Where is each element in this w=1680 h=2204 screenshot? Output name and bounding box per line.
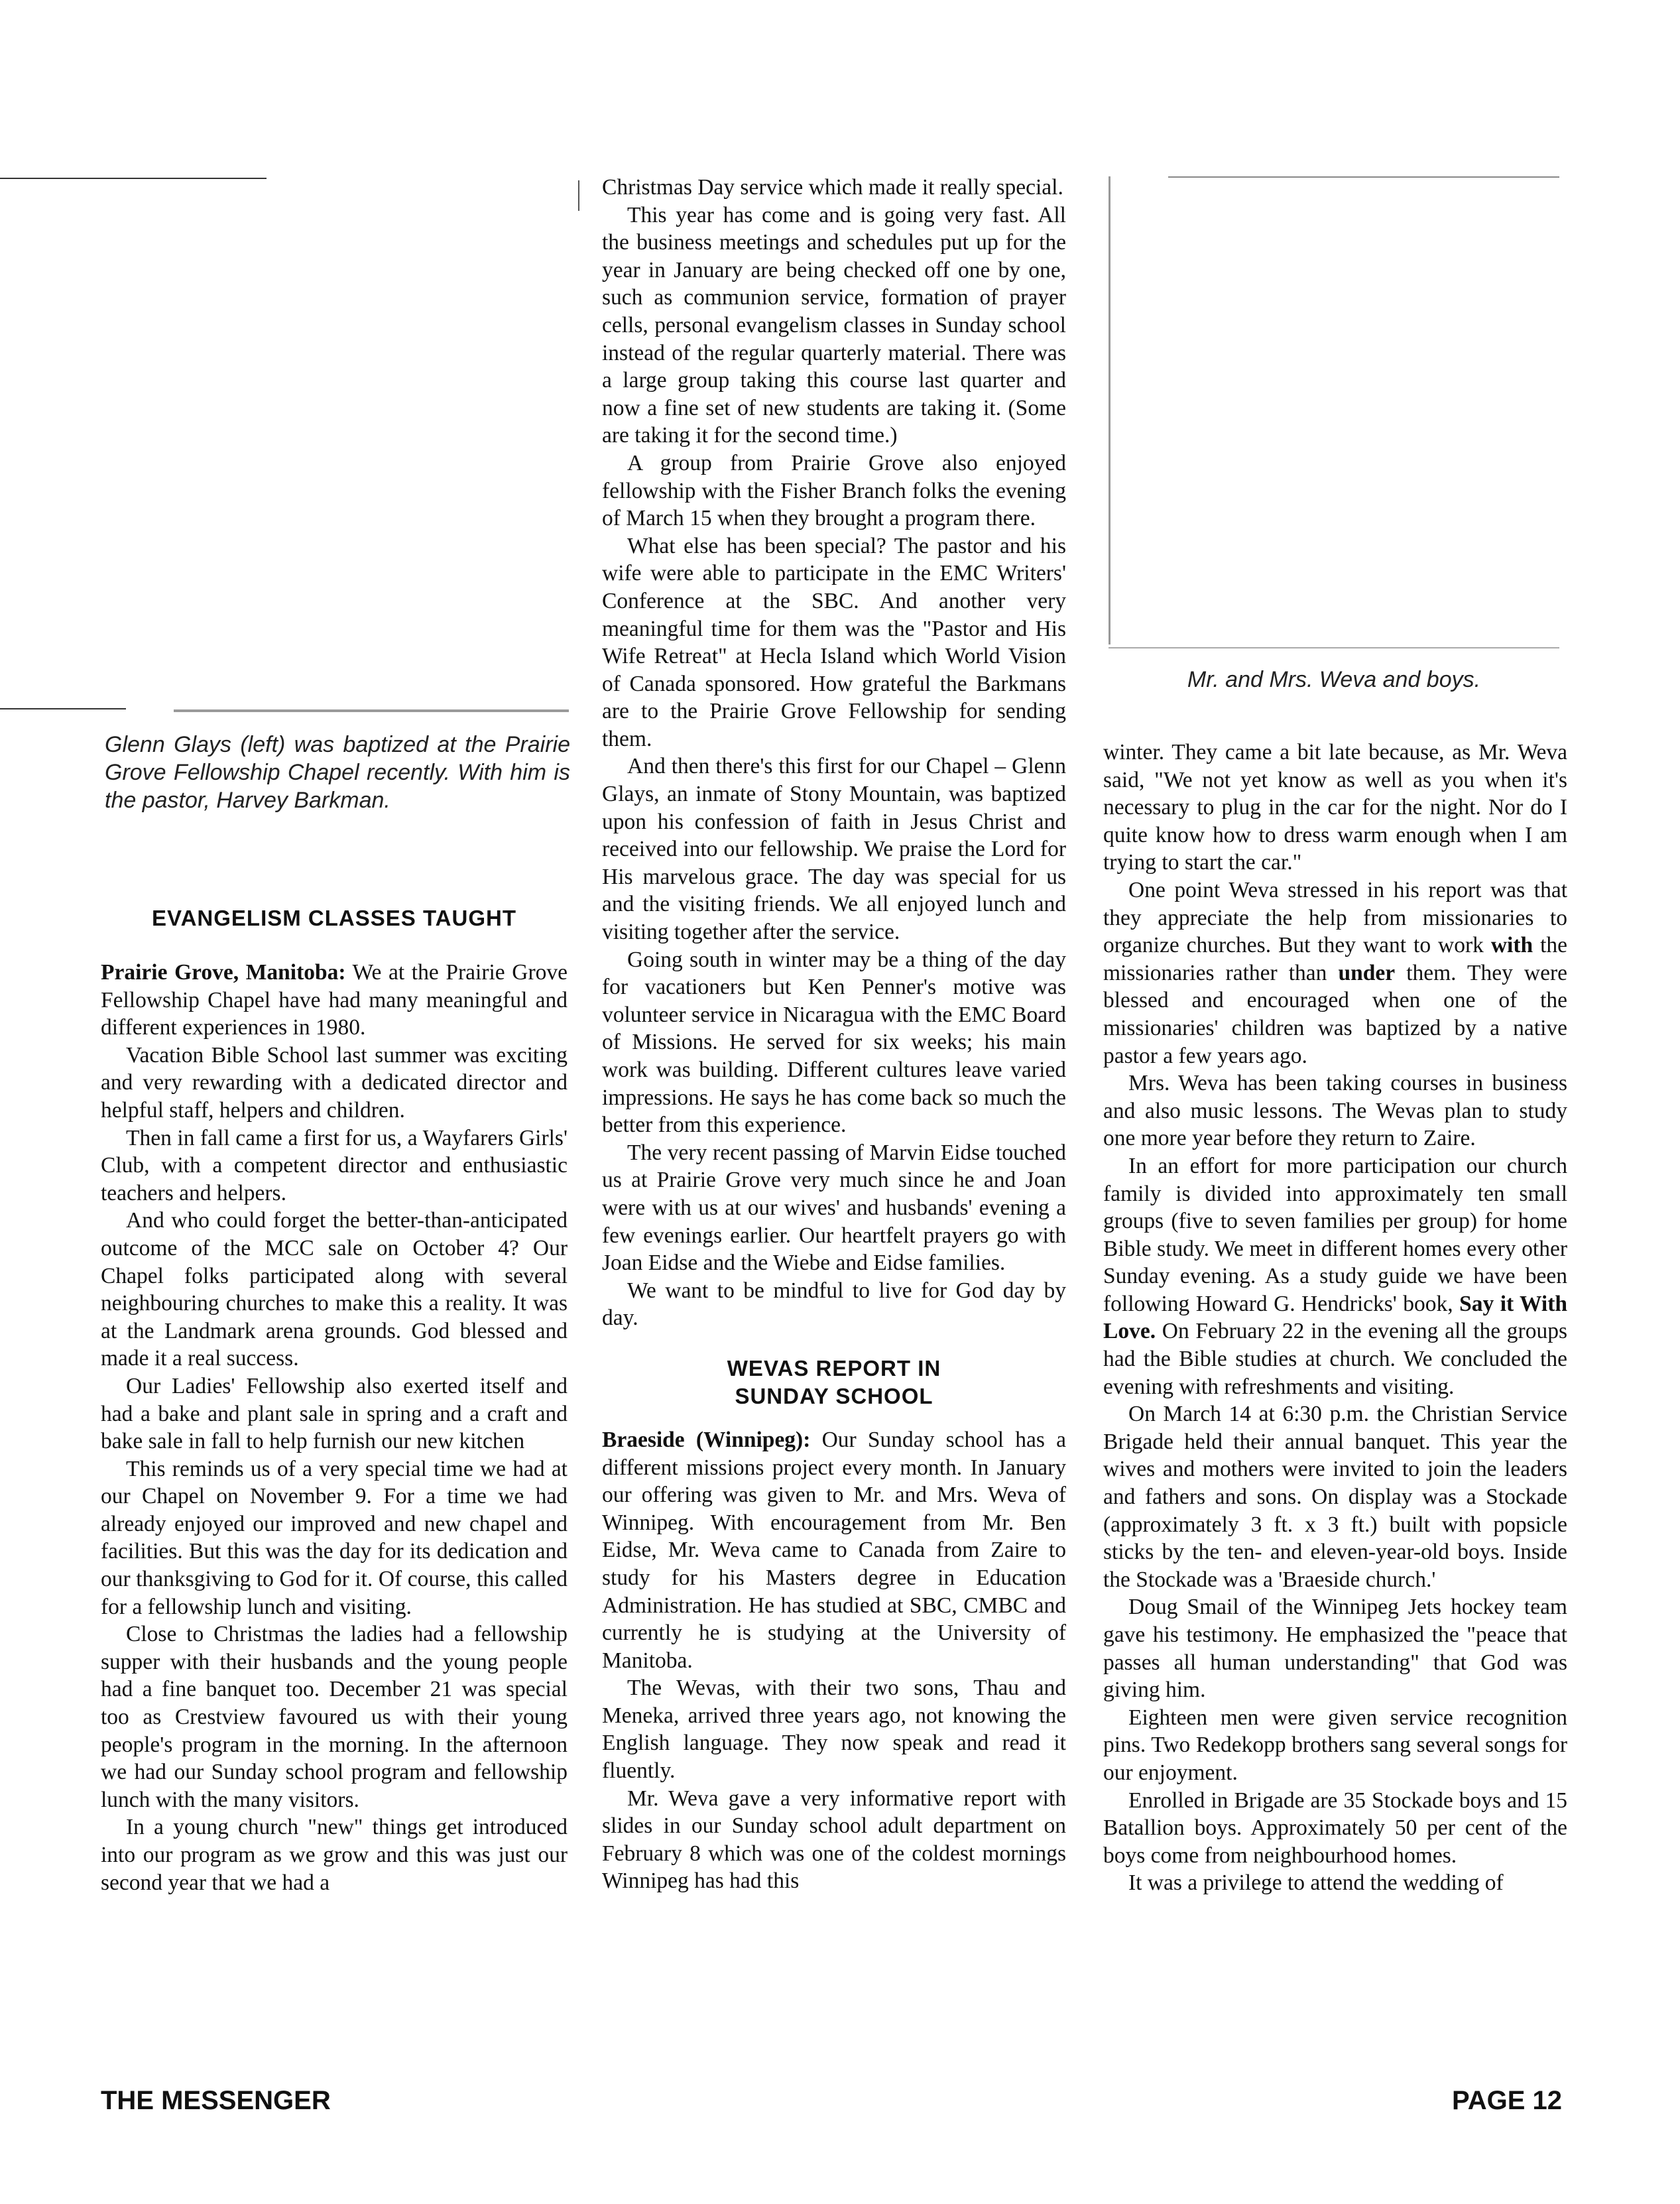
article2-paragraph: The Wevas, with their two sons, Thau and Meneka, arrived three years ago, not knowing the English language. They now speak and read it fluently. — [602, 1676, 1066, 1784]
article1-paragraph: Vacation Bible School last summer was exciting and very rewarding with a dedicated director and helpful staff, helpers and children. — [101, 1042, 568, 1123]
dateline-braeside: Braeside (Winnipeg): — [602, 1427, 811, 1452]
article1-paragraph: Close to Christmas the ladies had a fellowship supper with their husbands and the young people had a fine banquet too. December 21 was special too as Crestview favoured us with their young people's program in the morning. In the afternoon we had our Sunday school program and fellowship lunch with the many visitors. — [101, 1622, 568, 1812]
article1-paragraph: Prairie Grove, Manitoba: We at the Prairie Grove Fellowship Chapel have had many meaningful and different experiences in 1980. — [101, 960, 568, 1040]
column-1 — [101, 904, 568, 1896]
article1-paragraph: Our Ladies' Fellowship also exerted itself and had a bake and plant sale in spring and a craft and bake sale in fall to help furnish our new kitchen — [101, 1373, 568, 1454]
article2-paragraph: In an effort for more participation our church family is divided into approximately ten small groups (five to seven families per group) for home Bible study. We meet in different homes every other Sunday evening. As a study guide we have been following Howard G. Hendricks' book, Say it With Love. On February 22 in the evening all the groups had the Bible studies at church. We concluded the evening with refreshments and visiting. — [1103, 1153, 1567, 1399]
headline-wevas-report: WEVAS REPORT IN SUNDAY SCHOOL — [727, 1355, 941, 1408]
column-rule-top — [578, 180, 579, 211]
headline-evangelism-classes: EVANGELISM CLASSES TAUGHT — [152, 906, 516, 930]
top-left-rule — [0, 178, 267, 179]
article2-paragraph: Enrolled in Brigade are 35 Stockade boys and 15 Batallion boys. Approximately 50 per cent of the boys come from neighbourhood homes. — [1103, 1788, 1567, 1868]
article1-paragraph: Going south in winter may be a thing of the day for vacationers but Ken Penner's motive was volunteer service in Nicaragua with the EMC Board of Missions. He served for six weeks; his main work was building. Different cultures leave varied impressions. He says he has come back so much the better from this experience. — [602, 947, 1066, 1138]
caption-glenn-glays: Glenn Glays (left) was baptized at the Prairie Grove Fellowship Chapel recently. With him is the pastor, Harvey Barkman. — [105, 732, 570, 813]
dateline-prairie-grove: Prairie Grove, Manitoba: — [101, 960, 346, 985]
article1-paragraph: Christmas Day service which made it really special. — [602, 175, 1063, 200]
article1-paragraph: The very recent passing of Marvin Eidse touched us at Prairie Grove very much since he and Joan were with us at our wives' and husbands' evening a few evenings earlier. Our heartfelt prayers go with Joan Eidse and the Wiebe and Eidse families. — [602, 1140, 1066, 1276]
article2-paragraph: One point Weva stressed in his report was that they appreciate the help from missionaries to organize churches. But they want to work with the missionaries rather than under them. They were blessed and encouraged when one of the missionaries' children was baptized by a native pastor a few years ago. — [1103, 877, 1567, 1068]
article2-paragraph: Doug Smail of the Winnipeg Jets hockey team gave his testimony. He emphasized the "peace that passes all human understanding" that God was giving him. — [1103, 1595, 1567, 1703]
publication-name: THE MESSENGER — [101, 2086, 331, 2115]
photo-right-top-rule — [1168, 176, 1559, 178]
article1-paragraph: This year has come and is going very fast. All the business meetings and schedules put up for the year in January are being checked off one by one, such as communion service, formation of prayer cells, personal evangelism classes in Sunday school instead of the regular quarterly material. There was a large group taking this course last quarter and now a fine set of new students are taking it. (Some are taking it for the second time.) — [602, 202, 1066, 448]
photo-glenn-glays — [0, 180, 569, 704]
article2-paragraph: On March 14 at 6:30 p.m. the Christian Service Brigade held their annual banquet. This year the wives and mothers were invited to join the leaders and fathers and sons. On display was a Stockade (approximately 3 ft. x 3 ft.) built with popsicle sticks by the ten- and eleven-year-old boys. Inside the Stockade was a 'Braeside church.' — [1103, 1402, 1567, 1592]
article1-paragraph: And who could forget the better-than-anticipated outcome of the MCC sale on October 4? Our Chapel folks participated along with several neighbouring churches to make this a reality. It was at the Landmark arena grounds. God blessed and made it a real success. — [101, 1208, 568, 1371]
article2-paragraph: Mrs. Weva has been taking courses in business and also music lessons. The Wevas plan to study one more year before they return to Zaire. — [1103, 1071, 1567, 1151]
article1-paragraph: And then there's this first for our Chapel – Glenn Glays, an inmate of Stony Mountain, was baptized upon his confession of faith in Jesus Christ and received into our fellowship. We praise the Lord for His marvelous grace. The day was special for us and the visiting friends. We all enjoyed lunch and visiting together after the service. — [602, 754, 1066, 945]
column-3 — [1103, 739, 1567, 1897]
photo-right-bottom-rule — [1109, 647, 1559, 648]
article2-paragraph: Mr. Weva gave a very informative report with slides in our Sunday school adult department on February 8 which was one of the coldest mornings Winnipeg has had this — [602, 1786, 1066, 1894]
article2-paragraph: It was a privilege to attend the wedding of — [1128, 1870, 1504, 1896]
article2-paragraph: winter. They came a bit late because, as Mr. Weva said, "We not yet know as well as you when it's necessary to plug in the car for the night. Nor do I quite know how to dress warm enough when I am trying to start the car." — [1103, 740, 1567, 875]
article1-paragraph: A group from Prairie Grove also enjoyed fellowship with the Fisher Branch folks the evening of March 15 when they brought a program there. — [602, 450, 1066, 531]
article1-paragraph: In a young church "new" things get introduced into our program as we grow and this was just our second year that we had a — [101, 1815, 568, 1895]
photo-left-bottom-rule-b — [174, 709, 569, 712]
photo-weva-family — [1109, 176, 1561, 644]
photo-left-bottom-rule-a — [0, 708, 126, 709]
page-number: PAGE 12 — [1452, 2086, 1562, 2115]
article2-paragraph: Eighteen men were given service recognition pins. Two Redekopp brothers sang several songs for our enjoyment. — [1103, 1705, 1567, 1785]
column-2 — [602, 174, 1066, 1895]
article1-paragraph: This reminds us of a very special time we had at our Chapel on November 9. For a time we had already enjoyed our improved and new chapel and facilities. But this was the day for its dedication and our thanksgiving to God for it. Of course, this called for a fellowship lunch and visiting. — [101, 1456, 568, 1619]
article1-paragraph: What else has been special? The pastor and his wife were able to participate in the EMC Writers' Conference at the SBC. And another very meaningful time for them was the "Pastor and His Wife Retreat" at Hecla Island which World Vision of Canada sponsored. How grateful the Barkmans are to the Prairie Grove Fellowship for sending them. — [602, 533, 1066, 751]
caption-weva-family: Mr. and Mrs. Weva and boys. — [1187, 667, 1481, 692]
article2-paragraph: Braeside (Winnipeg): Our Sunday school has a different missions project every month. In January our offering was given to Mr. and Mrs. Weva of Winnipeg. With encouragement from Mr. Ben Eidse, Mr. Weva came to Canada from Zaire to study for his Masters degree in Education Administration. He has studied at SBC, CMBC and currently he is studying at the University of Manitoba. — [602, 1427, 1067, 1673]
article1-paragraph: Then in fall came a first for us, a Wayfarers Girls' Club, with a competent director and enthusiastic teachers and helpers. — [101, 1125, 568, 1205]
article1-paragraph: We want to be mindful to live for God day by day. — [602, 1278, 1066, 1331]
